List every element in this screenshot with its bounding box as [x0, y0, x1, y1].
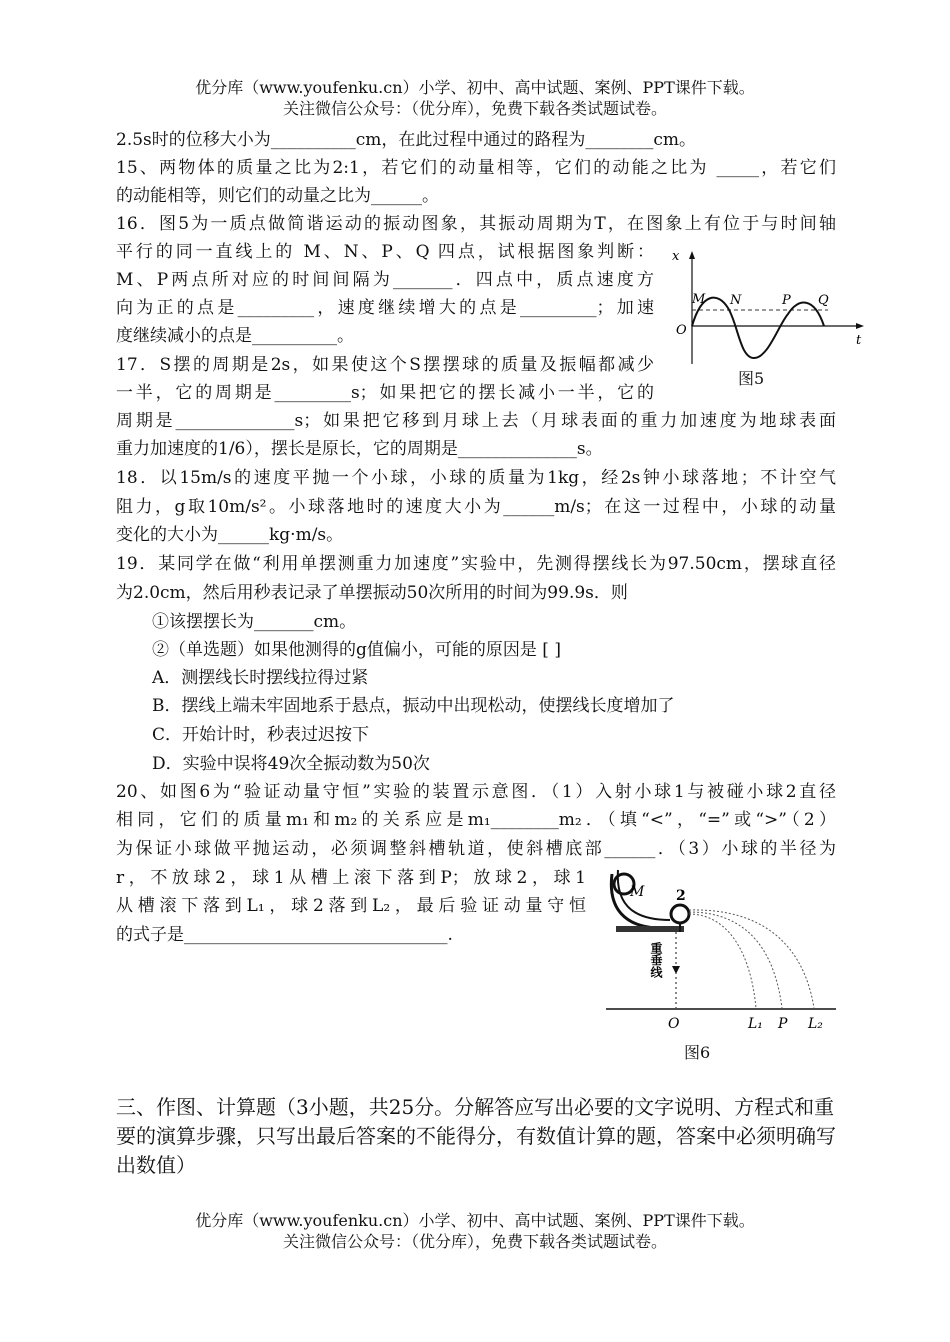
figure-6-caption: 图6 — [684, 1043, 711, 1062]
q16-line-5: 度继续减小的点是__________。 — [116, 326, 354, 346]
point-m-label: M — [692, 292, 706, 307]
header-line-2: 关注微信公众号：（优分库），免费下载各类试题试卷。 — [282, 99, 667, 118]
q18-line-1: 18．以15m/s的速度平抛一个小球，小球的质量为1kg，经2s钟小球落地；不计空气 — [116, 468, 836, 488]
trajectory-l2 — [689, 910, 814, 1008]
axis-t-label: t — [856, 333, 862, 348]
q16-line-3: M、P两点所对应的时间间隔为_______．四点中，质点速度方 — [116, 270, 654, 290]
point-q-label: Q — [818, 293, 829, 308]
plumb-line-label: 重垂线 — [649, 942, 663, 978]
q20-line-1: 20、如图6为“验证动量守恒”实验的装置示意图．（1）入射小球1与被碰小球2直径 — [116, 782, 836, 802]
q19-option-d: D．实验中误将49次全振动数为50次 — [152, 754, 430, 774]
page-header — [0, 77, 950, 119]
point-p-label: P — [782, 293, 791, 308]
q19-line-1: 19．某同学在做“利用单摆测重力加速度”实验中，先测得摆线长为97.50cm，摆球直径 — [116, 554, 836, 574]
plumb-bob-icon — [672, 966, 680, 974]
q20-line-5: 从槽滚下落到L₁，球2落到L₂，最后验证动量守恒 — [116, 896, 586, 916]
q15-line-2: 的动能相等，则它们的动量之比为______。 — [116, 186, 439, 206]
q20-line-3: 为保证小球做平抛运动，必须调整斜槽轨道，使斜槽底部______．（3）小球的半径为 — [116, 839, 836, 859]
q19-option-b: B．摆线上端未牢固地系于悬点，振动中出现松动，使摆线长度增加了 — [152, 696, 675, 716]
ball-2-icon — [671, 905, 689, 923]
t-axis-arrow — [856, 323, 864, 329]
header-line-1: 优分库（www.youfenku.cn）小学、初中、高中试题、案例、PPT课件下载。 — [195, 78, 755, 97]
q17-line-2: 一半，它的周期是_________s；如果把它的摆长减小一半，它的 — [116, 383, 654, 403]
q18-line-3: 变化的大小为______kg·m/s。 — [116, 525, 344, 545]
origin-label: O — [676, 323, 687, 338]
point-n-label: N — [730, 293, 742, 308]
footer-line-1: 优分库（www.youfenku.cn）小学、初中、高中试题、案例、PPT课件下载。 — [195, 1211, 755, 1230]
q19-line-2: 为2.0cm，然后用秒表记录了单摆振动50次所用的时间为99.9s．则 — [116, 583, 628, 603]
q16-line-4: 向为正的点是_________，速度继续增大的点是_________；加速 — [116, 298, 654, 318]
ground-p-label: P — [778, 1016, 788, 1032]
q19-option-a: A．测摆线长时摆线拉得过紧 — [152, 668, 369, 688]
figure-6-apparatus — [604, 866, 840, 1034]
q18-line-2: 阻力，g取10m/s²。小球落地时的速度大小为______m/s；在这一过程中，小球的动量 — [116, 497, 836, 517]
x-axis-arrow — [689, 251, 695, 259]
axis-x-label: x — [672, 249, 680, 264]
q17-line-3: 周期是______________s；如果把它移到月球上去（月球表面的重力加速度为地球表面 — [116, 411, 836, 431]
q19-option-c: C．开始计时，秒表过迟按下 — [152, 725, 370, 745]
q16-line-2: 平行的同一直线上的 M、N、P、Q 四点，试根据图象判断： — [116, 242, 654, 262]
ground-o-label: O — [668, 1016, 680, 1032]
q14-tail: 2.5s时的位移大小为__________cm，在此过程中通过的路程为________cm。 — [116, 130, 697, 150]
ball-2-label: 2 — [676, 888, 686, 904]
ground-l2-label: L₂ — [808, 1016, 823, 1032]
q15-line-1: 15、两物体的质量之比为2:1，若它们的动量相等，它们的动能之比为 _____，若它们 — [116, 158, 836, 178]
q20-line-2: 相同，它们的质量m₁和m₂的关系应是m₁________m₂．（填“<”，“=”或“>”（2） — [116, 810, 836, 830]
ground-l1-label: L₁ — [748, 1016, 763, 1032]
figure-5-caption: 图5 — [738, 369, 765, 388]
q19-sub-1: ①该摆摆长为_______cm。 — [152, 612, 357, 632]
footer-line-2: 关注微信公众号：（优分库），免费下载各类试题试卷。 — [282, 1232, 667, 1251]
q20-line-6: 的式子是_______________________________. — [116, 925, 453, 945]
page-footer — [0, 1210, 950, 1252]
q16-line-1: 16．图5为一质点做简谐运动的振动图象，其振动周期为T，在图象上有位于与时间轴 — [116, 214, 836, 234]
q17-line-4: 重力加速度的1/6），摆长是原长，它的周期是______________s。 — [116, 439, 603, 459]
table-edge — [616, 926, 684, 932]
trajectory-p — [689, 912, 782, 1008]
q17-line-1: 17．S摆的周期是2s，如果使这个S摆摆球的质量及振幅都减少 — [116, 355, 654, 375]
section-3-heading: 三、作图、计算题（3小题，共25分。分解答应写出必要的文字说明、方程式和重要的演算步骤，只写出最后答案的不能得分，有数值计算的题，答案中必须明确写出数值） — [116, 1095, 836, 1177]
ball-m-label: M — [630, 884, 645, 900]
q19-sub-2: ②（单选题）如果他测得的g值偏小，可能的原因是 [ ] — [152, 640, 561, 660]
sine-curve — [692, 298, 824, 358]
trajectory-l1 — [689, 914, 756, 1008]
q20-line-4: r，不放球2，球1从槽上滚下落到P；放球2，球1 — [116, 868, 586, 888]
figure-5-graph — [668, 246, 868, 371]
